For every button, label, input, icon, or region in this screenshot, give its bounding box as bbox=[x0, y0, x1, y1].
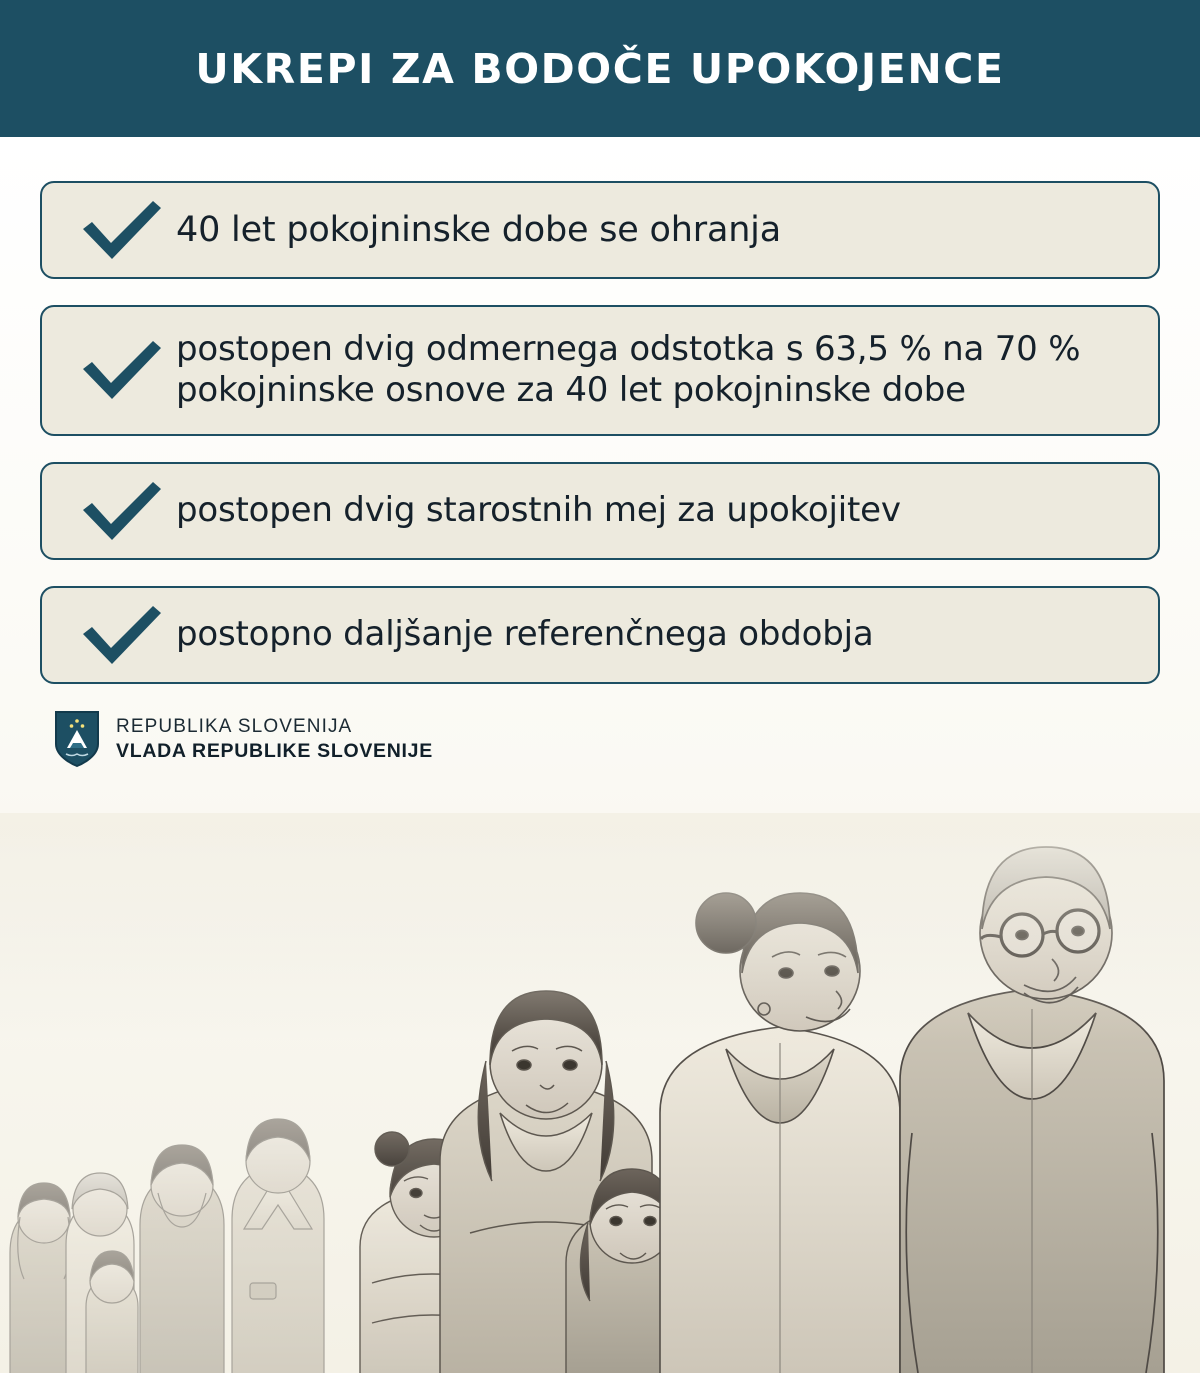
government-logo bbox=[54, 710, 1160, 768]
logo-line-institution: VLADA REPUBLIKE SLOVENIJE bbox=[116, 739, 433, 762]
checkmark-icon bbox=[68, 604, 176, 666]
slovenia-coat-of-arms-icon bbox=[54, 710, 100, 768]
checkmark-icon bbox=[68, 480, 176, 542]
measure-card-1-text: 40 let pokojninske dobe se ohranja bbox=[176, 209, 781, 250]
family-generations-illustration bbox=[0, 813, 1200, 1373]
checkmark-icon bbox=[68, 339, 176, 401]
header-banner bbox=[0, 0, 1200, 137]
measure-card-3-text: postopen dvig starostnih mej za upokojitev bbox=[176, 490, 901, 531]
measure-card-4 bbox=[40, 586, 1160, 684]
main-content bbox=[0, 137, 1200, 1373]
measure-card-3 bbox=[40, 462, 1160, 560]
page-title: UKREPI ZA BODOČE UPOKOJENCE bbox=[195, 44, 1005, 93]
checkmark-icon bbox=[68, 199, 176, 261]
logo-line-country: REPUBLIKA SLOVENIJA bbox=[116, 715, 353, 737]
measure-card-4-text: postopno daljšanje referenčnega obdobja bbox=[176, 614, 874, 655]
measure-card-2-text: postopen dvig odmernega odstotka s 63,5 % na 70 % pokojninske osnove za 40 let pokojninske dobe bbox=[176, 329, 1081, 411]
measure-card-1 bbox=[40, 181, 1160, 279]
measure-card-2 bbox=[40, 305, 1160, 436]
